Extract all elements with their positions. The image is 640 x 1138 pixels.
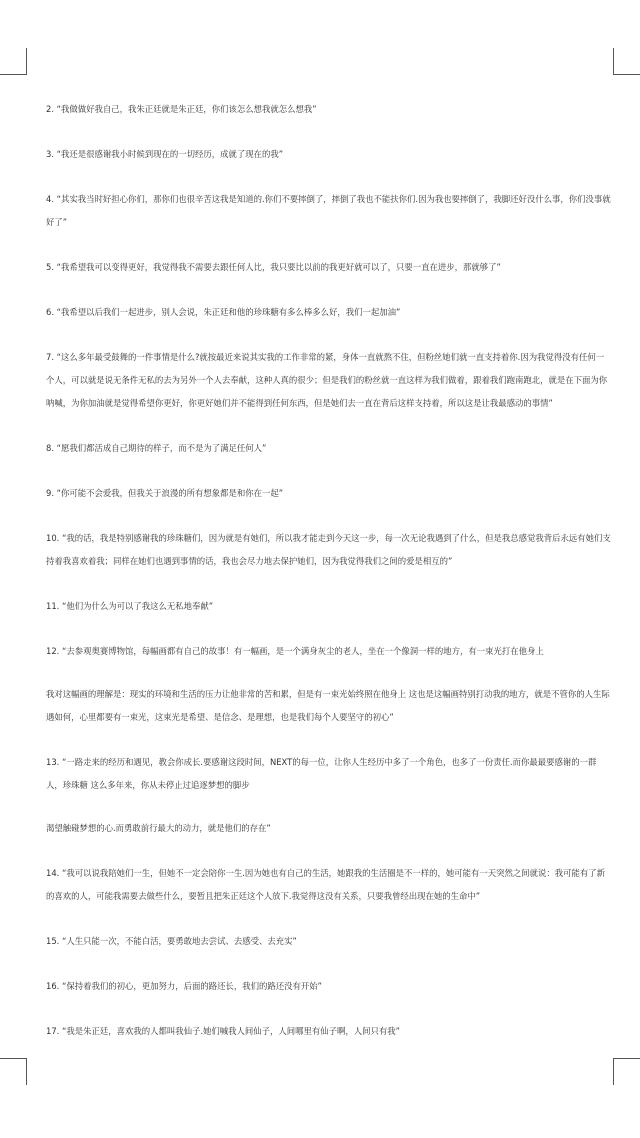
quote-13-continued: 渴望触碰梦想的心.而勇敢前行最大的动力，就是他们的存在”	[46, 823, 271, 833]
quote-11: 11. “他们为什么为可以了我这么无私地奉献”	[46, 601, 214, 611]
quote-6: 6. “我希望以后我们一起进步，别人会说，朱正廷和他的珍珠糖有多么棒多么好，我们一起加油”	[46, 307, 401, 317]
quote-4: 4. “其实我当时好担心你们，那你们也很辛苦这我是知道的.你们不要摔倒了，摔倒了我也不能扶你们.因为我也要摔倒了，我脚还好没什么事，你们没事就好了”	[46, 194, 611, 227]
quote-12-continued: 我对这幅画的理解是：现实的环境和生活的压力让他非常的苦和累，但是有一束光始终照在他身上 这也是这幅画特别打动我的地方，就是不管你的人生际遇如何，心里都要有一束光，这束光是希望、是信念、是理想，也是我们每个人要坚守的初心”	[46, 689, 610, 722]
quote-5: 5. “我希望我可以变得更好，我觉得我不需要去跟任何人比，我只要比以前的我更好就可以了，只要一直在进步，那就够了”	[46, 262, 501, 272]
quote-3: 3. “我还是很感谢我小时候到现在的一切经历，成就了现在的我”	[46, 149, 284, 159]
quote-16: 16. “保持着我们的初心，更加努力，后面的路还长，我们的路还没有开始”	[46, 981, 322, 991]
quote-9: 9. “你可能不会爱我，但我关于浪漫的所有想象都是和你在一起”	[46, 488, 284, 498]
crop-mark-bottom-right	[613, 1058, 640, 1085]
crop-mark-bottom-left	[0, 1058, 27, 1085]
quote-10: 10. “我的话，我是特别感谢我的珍珠糖们，因为就是有她们，所以我才能走到今天这一步，每一次无论我遇到了什么，但是我总感觉我背后永远有她们支持着我喜欢着我；同样在她们也遇到事情的话，我也会尽力地去保护她们，因为我觉得我们之间的爱是相互的”	[46, 533, 611, 566]
quote-17: 17. “我是朱正廷，喜欢我的人都叫我仙子.她们喊我人间仙子，人间哪里有仙子啊，人间只有我”	[46, 1026, 400, 1036]
quote-12: 12. “去参观奥赛博物馆，每幅画都有自己的故事！有一幅画，是一个满身灰尘的老人，坐在一个像洞一样的地方，有一束光打在他身上	[46, 646, 544, 656]
quote-7: 7. “这么多年最受鼓舞的一件事情是什么?就按最近来说其实我的工作非常的紧，身体一直就熬不住，但粉丝她们就一直支持着你.因为我觉得没有任何一个人，可以就是说无条件无私的去为另外一个人去奉献，这种人真的很少；但是我们的粉丝就一直这样为我们做着，跟着我们跑南跑北，就是在下面为你呐喊，为你加油就是觉得希望你更好，你更好她们并不能得到任何东西，但是她们去一直在背后这样支持着，所以这是让我最感动的事情”	[46, 352, 608, 408]
quote-13: 13. “一路走来的经历和遇见，教会你成长.要感谢这段时间，NEXT的每一位，让你人生经历中多了一个角色，也多了一份责任.而你最最要感谢的一群人，珍珠糖 这么多年来，你从未停止过追逐梦想的脚步	[46, 757, 597, 790]
crop-mark-top-left	[0, 48, 27, 75]
quote-14: 14. “我可以说我陪她们一生，但她不一定会陪你一生.因为她也有自己的生活，她跟我的生活圈是不一样的，她可能有一天突然之间就说：我可能有了新的喜欢的人，可能我需要去做些什么，要暂且把朱正廷这个人放下.我觉得这没有关系，只要我曾经出现在她的生命中”	[46, 868, 605, 901]
quote-2: 2. “我做做好我自己，我朱正廷就是朱正廷，你们该怎么想我就怎么想我”	[46, 104, 317, 114]
crop-mark-top-right	[613, 48, 640, 75]
quote-15: 15. “人生只能一次，不能白活，要勇敢地去尝试、去感受、去充实”	[46, 936, 297, 946]
quote-8: 8. “愿我们都活成自己期待的样子，而不是为了满足任何人”	[46, 443, 267, 453]
document-body	[28, 98, 612, 1043]
